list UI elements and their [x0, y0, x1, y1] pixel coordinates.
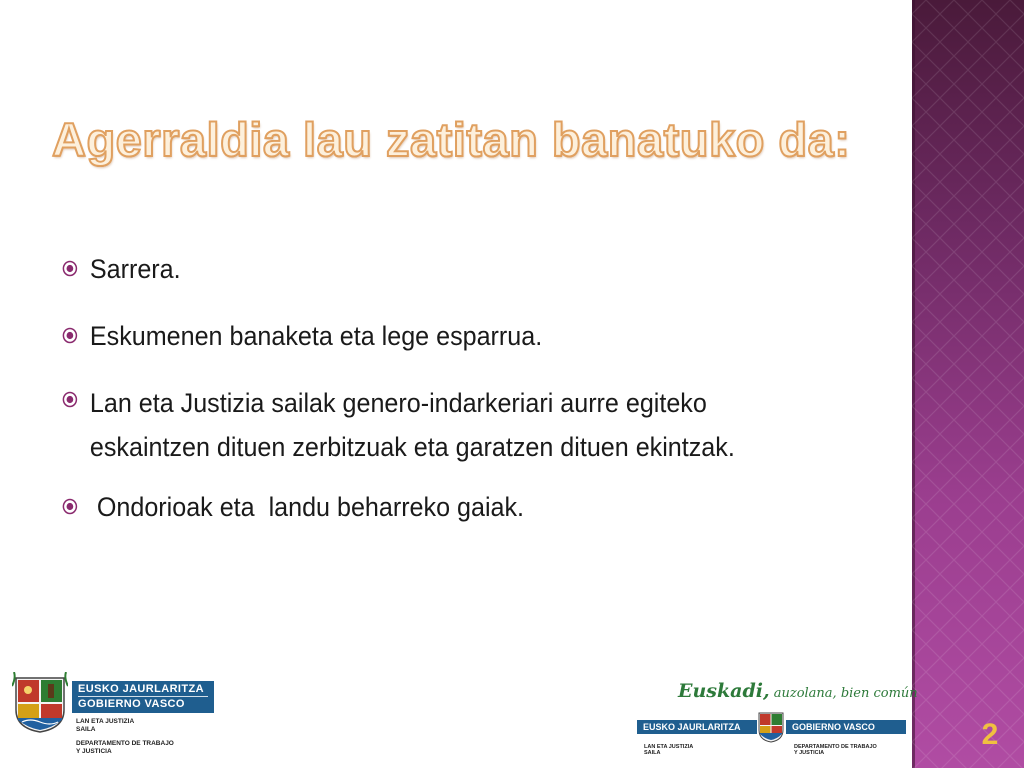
bullet-text: Eskumenen banaketa eta lege esparrua. — [89, 321, 543, 351]
bullet-item — [62, 250, 890, 288]
radio-bullet-icon — [62, 391, 78, 408]
diamond-pattern — [912, 0, 1024, 768]
department-eu — [76, 718, 134, 734]
radio-bullet-icon — [62, 327, 78, 344]
dept-es-line2: Y JUSTICIA — [76, 748, 112, 755]
department-eu-small — [644, 744, 693, 756]
brand-name-es: GOBIERNO VASCO — [78, 698, 185, 710]
dept-eu-small-line1: LAN ETA JUSTIZIA — [644, 744, 694, 750]
brand-bar-eu: EUSKO JAURLARITZA — [637, 720, 757, 734]
brand-name-eu: EUSKO JAURLARITZA — [78, 683, 204, 695]
department-es-small — [794, 744, 877, 756]
dept-es-line1: DEPARTAMENTO DE TRABAJO — [76, 740, 174, 747]
department-es — [76, 740, 174, 756]
slogan-rest: auzolana, bien común — [769, 686, 918, 701]
bullet-item — [62, 381, 890, 469]
dept-es-small-line2: Y JUSTICIA — [794, 750, 825, 756]
brand-bar-es: GOBIERNO VASCO — [786, 720, 906, 734]
brand-divider — [78, 696, 208, 697]
slogan-main: Euskadi, — [678, 680, 770, 702]
dept-es-small-line1: DEPARTAMENTO DE TRABAJO — [794, 744, 877, 750]
coat-of-arms-icon — [757, 710, 785, 744]
bullet-text: Sarrera. — [89, 254, 181, 284]
decorative-sidebar — [912, 0, 1024, 768]
dept-eu-line1: LAN ETA JUSTIZIA — [76, 718, 135, 725]
gobierno-vasco-logo-left — [8, 668, 213, 763]
bullet-item — [62, 317, 890, 355]
bullet-item — [62, 488, 890, 526]
slide-title: Agerraldia lau zatitan banatuko da: — [52, 113, 851, 166]
radio-bullet-icon — [62, 260, 78, 277]
radio-bullet-icon — [62, 498, 78, 515]
coat-of-arms-icon — [12, 672, 68, 734]
bullet-text: Ondorioak eta landu beharreko gaiak. — [89, 492, 525, 522]
bullet-text: Lan eta Justizia sailak genero-indarkeriari aurre egiteko eskaintzen dituen zerbitzuak eta garatzen dituen ekintzak. — [89, 388, 735, 462]
page-number: 2 — [981, 718, 999, 751]
bullet-list — [62, 250, 862, 555]
dept-eu-line2: SAILA — [76, 726, 96, 733]
brand-box — [72, 681, 214, 713]
euskadi-slogan — [678, 680, 918, 702]
dept-eu-small-line2: SAILA — [644, 750, 661, 756]
